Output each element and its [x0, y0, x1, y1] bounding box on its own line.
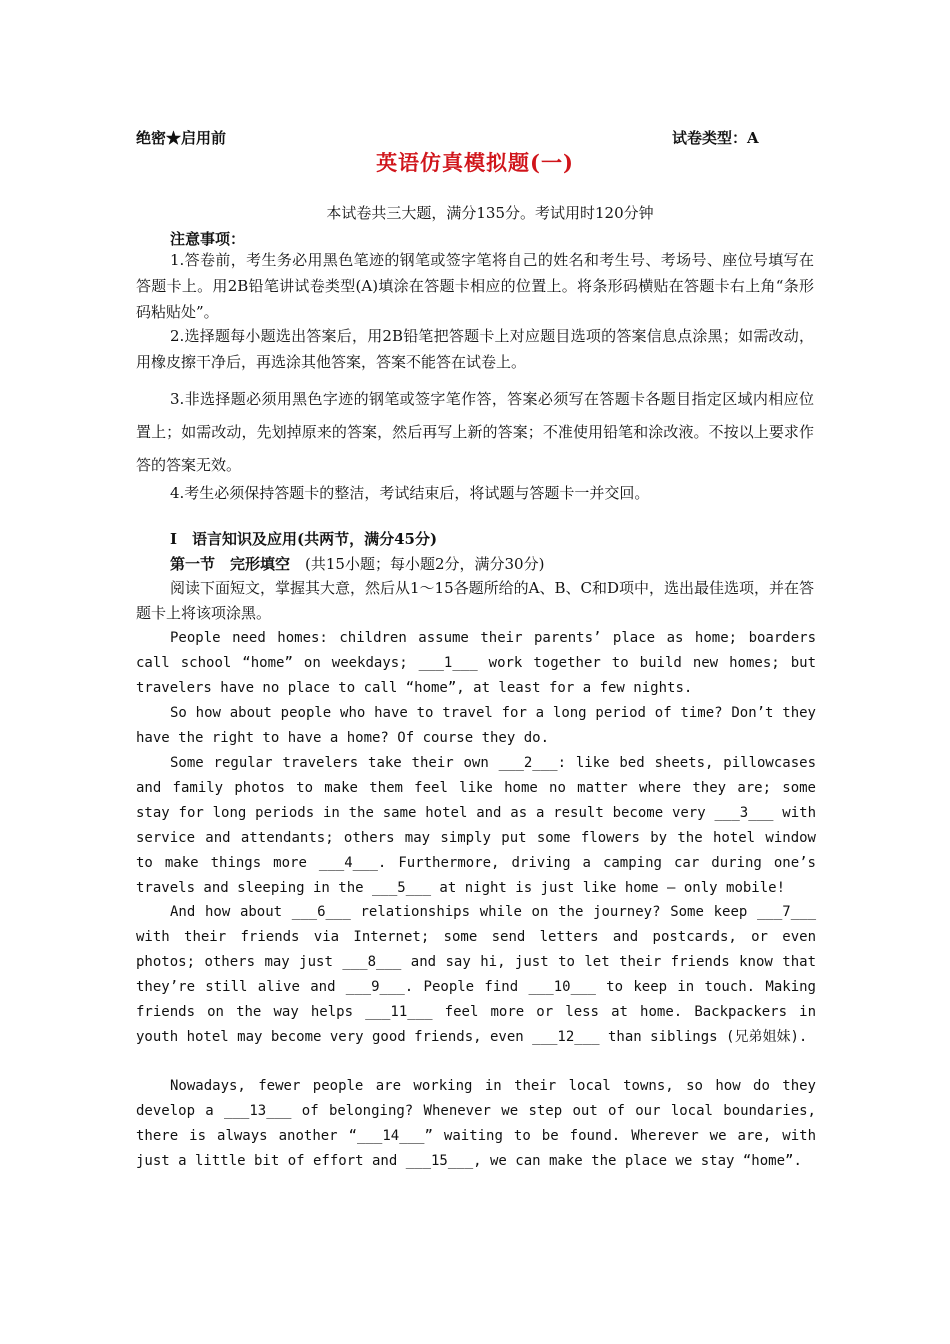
- notice-item-3: [136, 383, 814, 482]
- passage-paragraph-2: [136, 701, 816, 751]
- section-title: I 语言知识及应用(共两节，满分45分): [170, 530, 438, 548]
- passage-paragraph-1-text: People need homes: children assume their parents’ place as home; boarders call school “home” on weekdays; ___1___ work together to build new homes; but travelers have no place to call “home”, at least for a few nights.: [136, 630, 816, 696]
- notice-title: 注意事项：: [170, 230, 246, 248]
- passage-paragraph-3: [136, 751, 816, 901]
- confidential-label: 绝密★启用前: [136, 129, 227, 147]
- notice-item-3-text: 3.非选择题必须用黑色字迹的钢笔或签字笔作答，答案必须写在答题卡各题目指定区域内相应位置上；如需改动，先划掉原来的答案，然后再写上新的答案；不准使用铅笔和涂改液。不按以上要求作答的答案无效。: [136, 390, 814, 474]
- passage-paragraph-4-text: And how about ___6___ relationships while on the journey? Some keep ___7___ with their friends via Internet; some send letters and postcards, or even photos; others may just ___8___ and say hi, just to let their friends know that they’re still alive and ___9___. People find ___10___ to keep in touch. Making friends on the way helps ___11___ feel more or less at home. Backpackers in youth hotel may become very good friends, even ___12___ than siblings (兄弟姐妹).: [136, 904, 816, 1045]
- notice-item-1: [136, 247, 814, 325]
- passage-paragraph-3-text: Some regular travelers take their own ___2___: like bed sheets, pillowcases and family photos to make them feel like home no matter where they are; some stay for long periods in the same hotel and as a result become very ___3___ with service and attendants; others may simply put some flowers by the hotel window to make things more ___4___. Furthermore, driving a camping car during one’s travels and sleeping in the ___5___ at night is just like home — only mobile!: [136, 755, 816, 896]
- passage-paragraph-5: [136, 1074, 816, 1174]
- passage-paragraph-2-text: So how about people who have to travel for a long period of time? Don’t they have the right to have a home? Of course they do.: [136, 705, 816, 746]
- instruction: [136, 576, 814, 626]
- exam-info: 本试卷共三大题，满分135分。考试用时120分钟: [326, 204, 654, 222]
- passage-paragraph-5-text: Nowadays, fewer people are working in their local towns, so how do they develop a ___13___ of belonging? Whenever we step out of our local boundaries, there is always another “___14___” waiting to be found. Wherever we are, with just a little bit of effort and ___15___, we can make the place we stay “home”.: [136, 1078, 816, 1169]
- instruction-text: 阅读下面短文，掌握其大意，然后从1～15各题所给的A、B、C和D项中，选出最佳选项，并在答题卡上将该项涂黑。: [136, 579, 814, 622]
- passage-paragraph-4: [136, 900, 816, 1050]
- notice-item-1-text: 1.答卷前，考生务必用黑色笔迹的钢笔或签字笔将自己的姓名和考生号、考场号、座位号填写在答题卡上。用2B铅笔讲试卷类型(A)填涂在答题卡相应的位置上。将条形码横贴在答题卡右上角“条形码粘贴处”。: [136, 251, 814, 321]
- notice-item-4: [136, 480, 814, 506]
- part-label: 第一节 完形填空: [170, 555, 291, 573]
- part-note: (共15小题；每小题2分，满分30分): [290, 555, 545, 573]
- part-title: [170, 553, 544, 574]
- notice-item-2-text: 2.选择题每小题选出答案后，用2B铅笔把答题卡上对应题目选项的答案信息点涂黑；如需改动，用橡皮擦干净后，再选涂其他答案，答案不能答在试卷上。: [136, 327, 814, 371]
- passage-paragraph-1: [136, 626, 816, 701]
- notice-item-2: [136, 323, 814, 375]
- notice-item-4-text: 4.考生必须保持答题卡的整洁，考试结束后，将试题与答题卡一并交回。: [170, 484, 650, 502]
- paper-type-label: 试卷类型：A: [672, 129, 759, 147]
- page-title: 英语仿真模拟题(一): [376, 150, 574, 175]
